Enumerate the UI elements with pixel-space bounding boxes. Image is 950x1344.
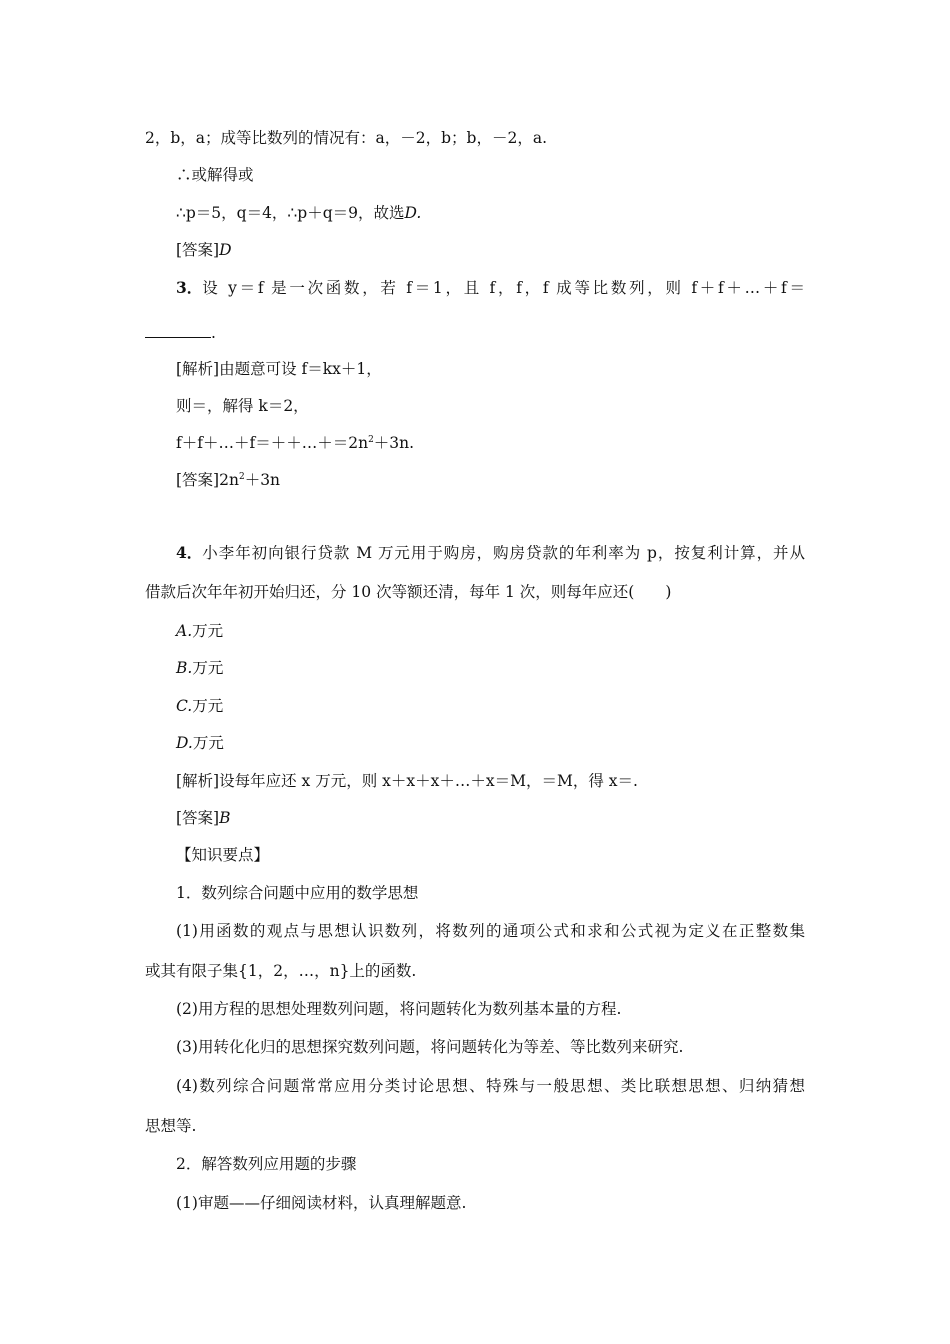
option-d[interactable] xyxy=(176,732,224,754)
answer-label: [答案]2n xyxy=(176,471,239,489)
text-line xyxy=(176,432,414,454)
exponent: 2 xyxy=(238,472,245,482)
text-line xyxy=(145,127,547,149)
answer-line xyxy=(176,239,232,261)
option-text: 万元 xyxy=(192,697,224,715)
text-line xyxy=(176,998,621,1020)
heading-text: 1．数列综合问题中应用的数学思想 xyxy=(176,884,419,902)
text: ＋3n xyxy=(244,471,281,489)
text-line xyxy=(176,1075,805,1097)
question-text: 小李年初向银行贷款 M 万元用于购房，购房贷款的年利率为 p，按复利计算，并从 xyxy=(202,544,805,562)
text: 或其有限子集{1，2，…，n}上的函数. xyxy=(145,962,417,980)
text: f＋f＋…＋f＝＋＋…＋＝2n xyxy=(176,434,369,452)
text-line xyxy=(176,1036,683,1058)
question-4 xyxy=(176,542,805,564)
text: [解析]由题意可设 f＝kx＋1， xyxy=(176,360,382,378)
question-number: 3． xyxy=(176,278,203,297)
option-c[interactable] xyxy=(176,695,223,717)
text: ∴或解得或 xyxy=(176,166,254,184)
question-text: 借款后次年年初开始归还，分 10 次等额还清，每年 1 次，则每年应还( ) xyxy=(145,583,672,601)
text-line xyxy=(176,202,421,224)
text: 2，b，a；成等比数列的情况有：a，－2，b；b，－2，a. xyxy=(145,129,548,147)
text: (3)用转化化归的思想探究数列问题，将问题转化为等差、等比数列来研究. xyxy=(176,1038,684,1056)
text: (1)审题——仔细阅读材料，认真理解题意. xyxy=(176,1194,467,1212)
answer-line xyxy=(176,807,231,829)
text-line xyxy=(176,770,638,792)
heading-text: 2．解答数列应用题的步骤 xyxy=(176,1155,357,1173)
section-heading xyxy=(176,844,269,866)
answer-letter: D. xyxy=(404,204,422,222)
heading-text: 【知识要点】 xyxy=(176,846,270,864)
text: 思想等. xyxy=(145,1117,197,1135)
option-key: B. xyxy=(176,659,193,677)
text: ∴p＝5，q＝4，∴p＋q＝9，故选 xyxy=(176,204,405,222)
text-line xyxy=(176,1192,466,1214)
option-text: 万元 xyxy=(192,659,224,677)
option-text: 万元 xyxy=(192,622,224,640)
subheading xyxy=(176,1153,356,1175)
answer-blank[interactable] xyxy=(145,323,211,338)
text-line xyxy=(176,164,254,186)
text-line xyxy=(176,920,805,942)
text: ＋3n. xyxy=(373,434,415,452)
option-key: A. xyxy=(176,622,193,640)
text: [解析]设每年应还 x 万元，则 x＋x＋x＋…＋x＝M，＝M，得 x＝. xyxy=(176,772,638,790)
option-a[interactable] xyxy=(176,620,223,642)
answer-label: [答案] xyxy=(176,809,220,827)
text: (4)数列综合问题常常应用分类讨论思想、特殊与一般思想、类比联想思想、归纳猜想 xyxy=(176,1077,805,1095)
text-line xyxy=(176,358,382,380)
option-b[interactable] xyxy=(176,657,223,679)
question-text: 设 y＝f 是一次函数，若 f＝1，且 f，f，f 成等比数列，则 f＋f＋…＋f＝ xyxy=(202,279,805,297)
text: (2)用方程的思想处理数列问题，将问题转化为数列基本量的方程. xyxy=(176,1000,622,1018)
option-key: D. xyxy=(176,734,193,752)
text: (1)用函数的观点与思想认识数列，将数列的通项公式和求和公式视为定义在正整数集 xyxy=(176,922,805,940)
text: 则＝，解得 k＝2， xyxy=(176,397,309,415)
answer-line xyxy=(176,469,280,491)
answer-letter: B xyxy=(219,809,231,827)
text: . xyxy=(211,324,216,342)
answer-letter: D xyxy=(219,241,232,259)
option-text: 万元 xyxy=(192,734,224,752)
option-key: C. xyxy=(176,697,193,715)
subheading xyxy=(176,882,418,904)
text-line xyxy=(145,1115,196,1137)
question-number: 4． xyxy=(176,543,203,562)
text-line xyxy=(145,581,671,603)
answer-label: [答案] xyxy=(176,241,220,259)
text-line xyxy=(176,395,309,417)
exponent: 2 xyxy=(368,435,374,445)
text-line xyxy=(145,322,216,344)
text-line xyxy=(145,960,416,982)
question-3 xyxy=(176,277,805,299)
